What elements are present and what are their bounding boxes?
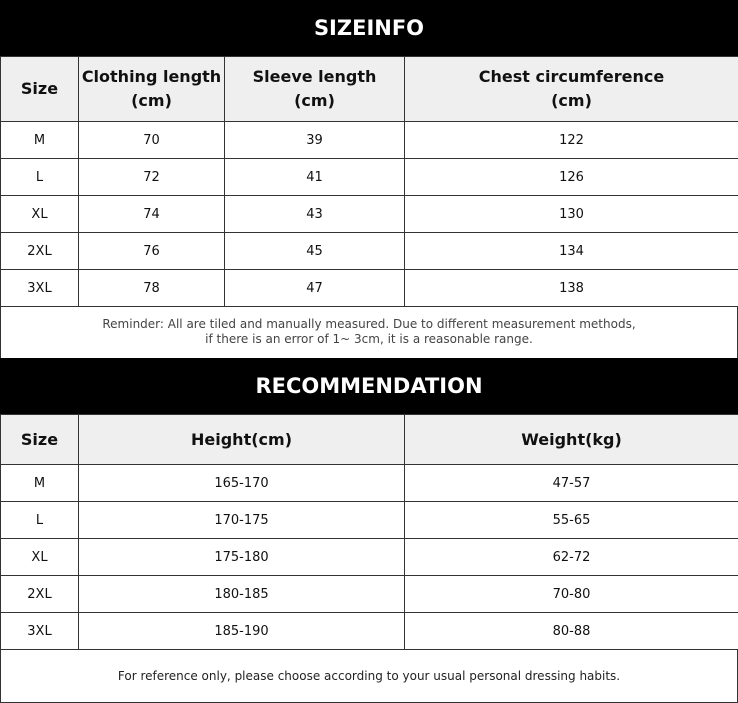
table-row: [1, 122, 738, 159]
clothing-length-cell: 78: [79, 270, 225, 307]
clothing-length-cell: 72: [79, 159, 225, 196]
table-row: [1, 502, 738, 539]
chest-cell: 122: [405, 122, 738, 159]
header-chest-circumference: Chest circumference (cm): [405, 57, 738, 122]
size-cell: 3XL: [1, 613, 79, 650]
weight-cell: 80-88: [405, 613, 738, 650]
table-row: [1, 233, 738, 270]
chest-cell: 130: [405, 196, 738, 233]
header-height: Height(cm): [79, 415, 405, 465]
size-cell: L: [1, 502, 79, 539]
clothing-length-cell: 76: [79, 233, 225, 270]
recommendation-banner: [0, 358, 738, 414]
size-info-table: [0, 56, 738, 307]
size-cell: 2XL: [1, 576, 79, 613]
height-cell: 165-170: [79, 465, 405, 502]
recommendation-header-row: [1, 415, 738, 465]
clothing-length-cell: 70: [79, 122, 225, 159]
table-row: [1, 196, 738, 233]
size-cell: 3XL: [1, 270, 79, 307]
sizeinfo-title: SIZEINFO: [313, 16, 425, 40]
size-cell: XL: [1, 539, 79, 576]
size-cell: M: [1, 122, 79, 159]
clothing-length-cell: 74: [79, 196, 225, 233]
table-row: [1, 576, 738, 613]
sleeve-length-cell: 41: [225, 159, 405, 196]
height-cell: 185-190: [79, 613, 405, 650]
weight-cell: 47-57: [405, 465, 738, 502]
sleeve-length-cell: 39: [225, 122, 405, 159]
table-row: [1, 159, 738, 196]
sizeinfo-banner: [0, 0, 738, 56]
reference-note-text: For reference only, please choose according to your usual personal dressing habits.: [117, 668, 621, 683]
table-row: [1, 539, 738, 576]
size-cell: XL: [1, 196, 79, 233]
size-cell: 2XL: [1, 233, 79, 270]
header-sleeve-length: Sleeve length (cm): [225, 57, 405, 122]
height-cell: 180-185: [79, 576, 405, 613]
recommendation-table: [0, 414, 738, 650]
chest-cell: 126: [405, 159, 738, 196]
height-cell: 175-180: [79, 539, 405, 576]
height-cell: 170-175: [79, 502, 405, 539]
sleeve-length-cell: 45: [225, 233, 405, 270]
weight-cell: 62-72: [405, 539, 738, 576]
sleeve-length-cell: 47: [225, 270, 405, 307]
header-weight: Weight(kg): [405, 415, 738, 465]
table-row: [1, 270, 738, 307]
recommendation-title: RECOMMENDATION: [255, 374, 483, 398]
size-info-header-row: [1, 57, 738, 122]
header-clothing-length: Clothing length (cm): [79, 57, 225, 122]
header-size: Size: [1, 415, 79, 465]
reminder-line-2: if there is an error of 1~ 3cm, it is a reasonable range.: [205, 332, 533, 346]
table-row: [1, 465, 738, 502]
weight-cell: 70-80: [405, 576, 738, 613]
size-cell: M: [1, 465, 79, 502]
reminder-line-1: Reminder: All are tiled and manually measured. Due to different measurement methods,: [102, 317, 636, 331]
header-size: Size: [1, 57, 79, 122]
size-cell: L: [1, 159, 79, 196]
measurement-reminder: [0, 306, 738, 359]
weight-cell: 55-65: [405, 502, 738, 539]
sleeve-length-cell: 43: [225, 196, 405, 233]
table-row: [1, 613, 738, 650]
chest-cell: 134: [405, 233, 738, 270]
chest-cell: 138: [405, 270, 738, 307]
reference-note: [0, 650, 738, 703]
